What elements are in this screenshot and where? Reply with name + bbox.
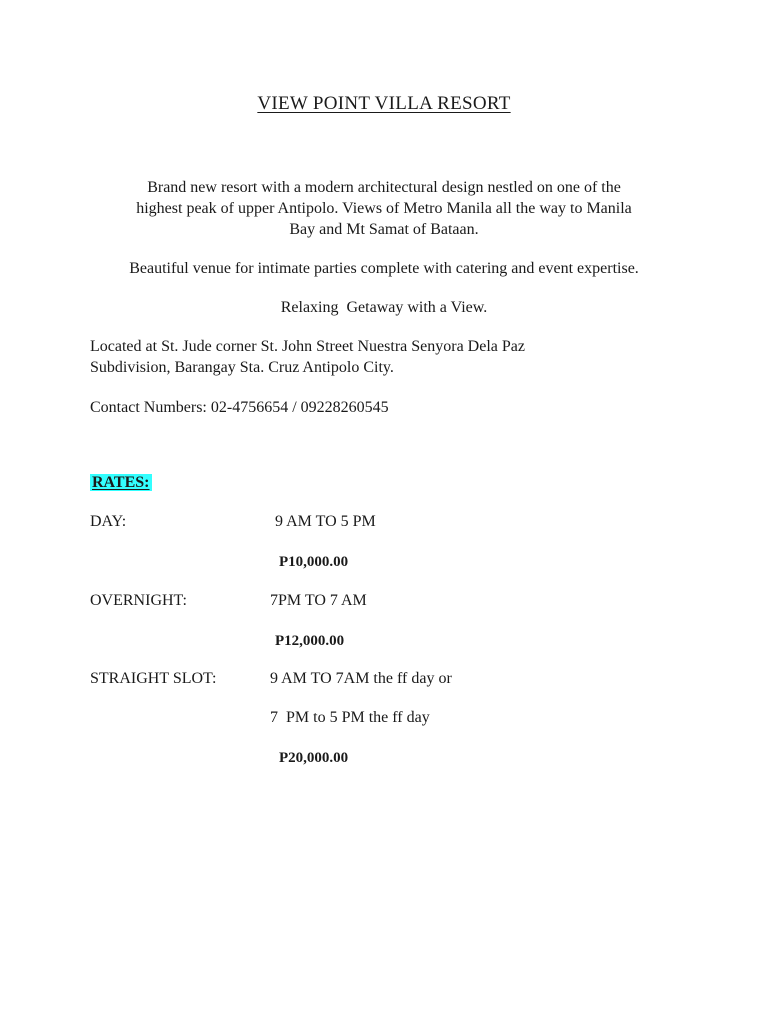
rates-heading: RATES: [92,474,150,491]
intro-line-2: highest peak of upper Antipolo. Views of Metro Manila all the way to Manila [136,200,632,217]
overnight-price: P12,000.00 [275,633,345,649]
rates-section [90,473,152,493]
straight-slot-time-2: 7 PM to 5 PM the ff day [270,709,430,726]
intro-line-1: Brand new resort with a modern architectural design nestled on one of the [147,179,621,196]
straight-slot-label: STRAIGHT SLOT: [90,670,217,687]
straight-slot-price: P20,000.00 [279,750,349,766]
straight-slot-time-1: 9 AM TO 7AM the ff day or [270,670,452,687]
location-line-2: Subdivision, Barangay Sta. Cruz Antipolo City. [90,359,394,376]
venue-text: Beautiful venue for intimate parties complete with catering and event expertise. [129,260,639,277]
page-title: VIEW POINT VILLA RESORT [257,93,511,114]
contact-numbers: Contact Numbers: 02-4756654 / 09228260545 [90,399,389,416]
day-time: 9 AM TO 5 PM [275,513,376,530]
intro-line-3: Bay and Mt Samat of Bataan. [289,221,479,238]
day-price: P10,000.00 [279,554,349,570]
overnight-time: 7PM TO 7 AM [270,592,367,609]
overnight-label: OVERNIGHT: [90,592,187,609]
day-label: DAY: [90,513,127,530]
tagline: Relaxing Getaway with a View. [280,299,488,316]
location-line-1: Located at St. Jude corner St. John Street Nuestra Senyora Dela Paz [90,338,525,355]
